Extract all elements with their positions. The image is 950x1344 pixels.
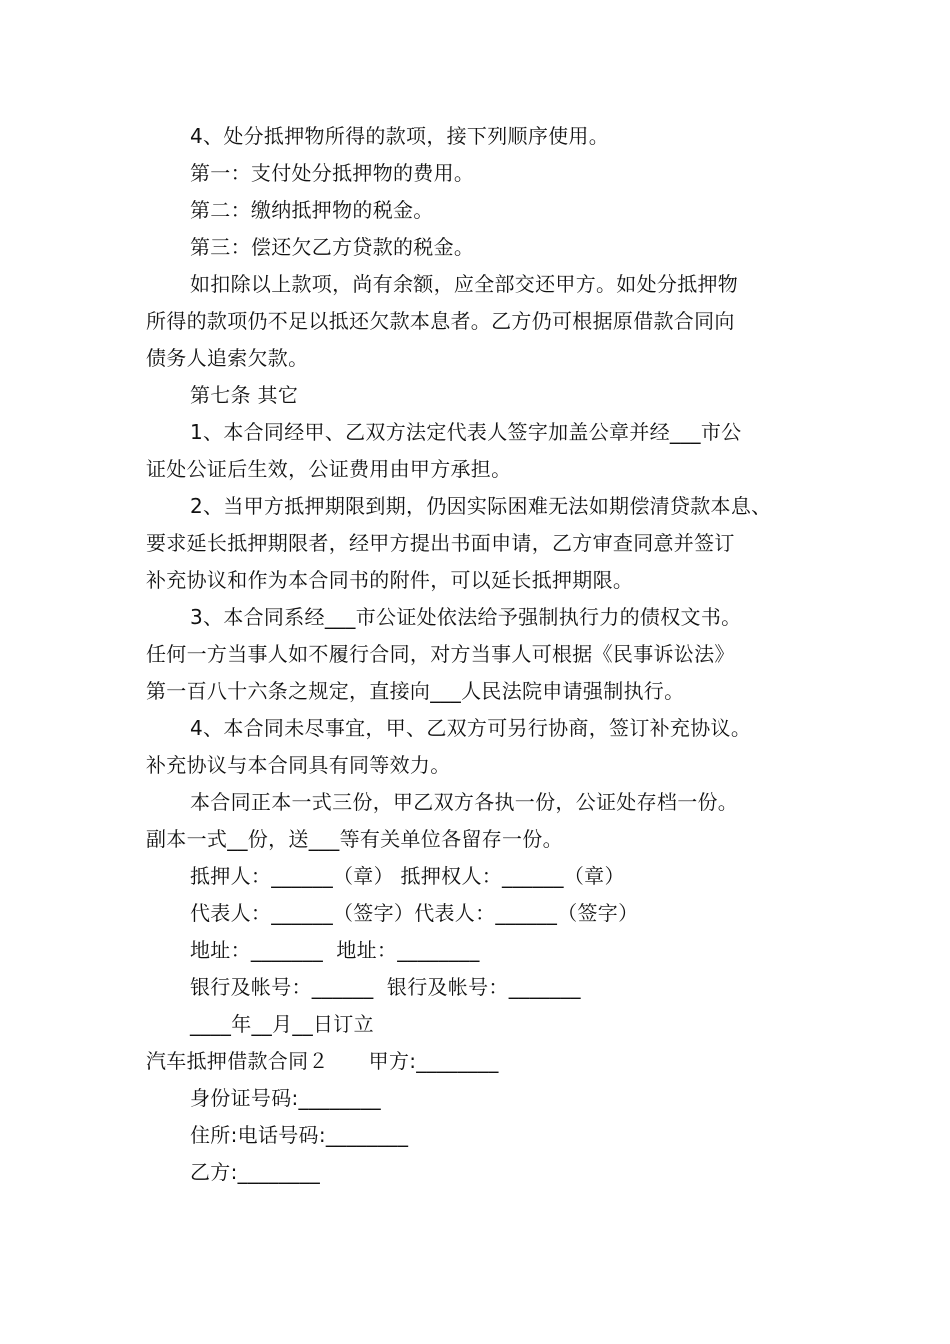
paragraph-remainder-line: 所得的款项仍不足以抵还欠款本息者。乙方仍可根据原借款合同向 <box>146 309 735 333</box>
copies-clause-line: 副本一式__份，送___等有关单位各留存一份。 <box>146 827 563 851</box>
id-number-field: 身份证号码:________ <box>190 1086 381 1110</box>
address-phone-field: 住所:电话号码:________ <box>190 1123 409 1147</box>
article-7-item-4-line: 补充协议与本合同具有同等效力。 <box>146 753 451 777</box>
article-7-heading: 第七条 其它 <box>190 383 299 407</box>
article-7-item-1-line: 证处公证后生效，公证费用由甲方承担。 <box>146 457 512 481</box>
contract-2-title: 汽车抵押借款合同２ 甲方:________ <box>146 1049 499 1073</box>
signing-date: ____年__月__日订立 <box>190 1012 374 1036</box>
party-b-field: 乙方:________ <box>190 1160 321 1184</box>
signature-representative-row: 代表人：______（签字）代表人：______（签字） <box>190 901 639 925</box>
signature-mortgagor-row: 抵押人：______（章） 抵押权人：______（章） <box>190 864 625 888</box>
article-7-item-2-line: 补充协议和作为本合同书的附件，可以延长抵押期限。 <box>146 568 634 592</box>
clause-4-disposal: 4、处分抵押物所得的款项，接下列顺序使用。 <box>190 124 610 148</box>
paragraph-remainder-line: 债务人追索欠款。 <box>146 346 309 370</box>
order-first: 第一：支付处分抵押物的费用。 <box>190 161 475 185</box>
article-7-item-1-line: 1、本合同经甲、乙双方法定代表人签字加盖公章并经___市公 <box>190 420 742 444</box>
article-7-item-2-line: 要求延长抵押期限者，经甲方提出书面申请，乙方审查同意并签订 <box>146 531 735 555</box>
paragraph-remainder-line: 如扣除以上款项，尚有余额，应全部交还甲方。如处分抵押物 <box>190 272 739 296</box>
article-7-item-3-line: 3、本合同系经___市公证处依法给予强制执行力的债权文书。 <box>190 605 742 629</box>
article-7-item-4-line: 4、本合同未尽事宜，甲、乙双方可另行协商，签订补充协议。 <box>190 716 752 740</box>
copies-clause-line: 本合同正本一式三份，甲乙双方各执一份，公证处存档一份。 <box>190 790 739 814</box>
order-second: 第二：缴纳抵押物的税金。 <box>190 198 434 222</box>
signature-bank-row: 银行及帐号：______ 银行及帐号：_______ <box>190 975 581 999</box>
order-third: 第三：偿还欠乙方贷款的税金。 <box>190 235 475 259</box>
article-7-item-3-line: 任何一方当事人如不履行合同，对方当事人可根据《民事诉讼法》 <box>146 642 735 666</box>
signature-address-row: 地址：_______ 地址：________ <box>190 938 480 962</box>
article-7-item-2-line: 2、当甲方抵押期限到期，仍因实际困难无法如期偿清贷款本息、 <box>190 494 772 518</box>
article-7-item-3-line: 第一百八十六条之规定，直接向___人民法院申请强制执行。 <box>146 679 685 703</box>
contract-text <box>146 118 806 1191</box>
